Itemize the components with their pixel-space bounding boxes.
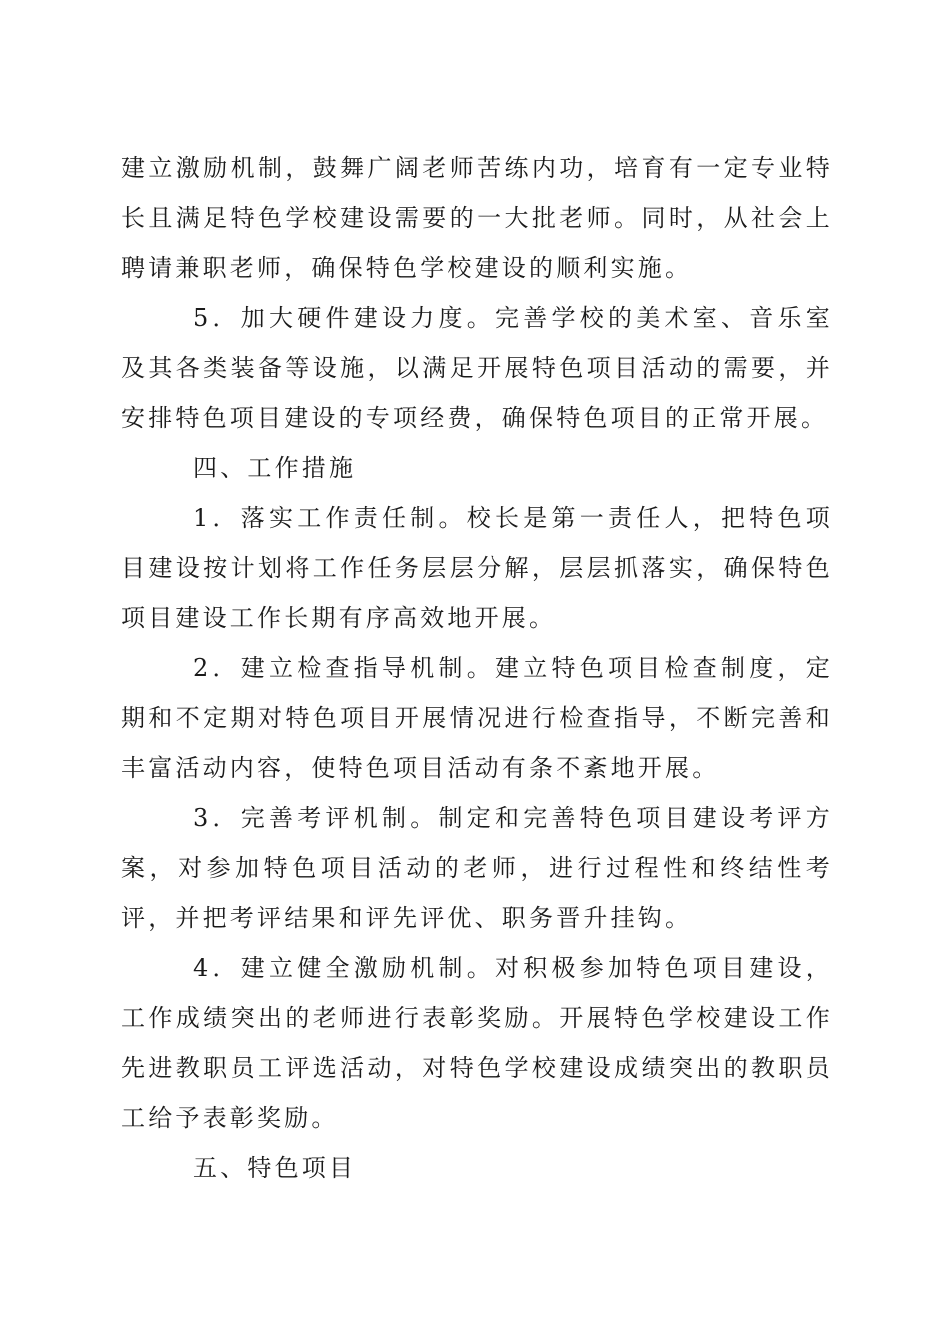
section-heading-5: 五、特色项目 — [193, 1154, 357, 1182]
paragraph-item-5: 5．加大硬件建设力度。完善学校的美术室、音乐室及其各类装备等设施，以满足开展特色项目活动的需要，并安排特色项目建设的专项经费，确保特色项目的正常开展。 — [121, 304, 833, 432]
paragraph-measure-2: 2．建立检查指导机制。建立特色项目检查制度，定期和不定期对特色项目开展情况进行检查指导，不断完善和丰富活动内容，使特色项目活动有条不紊地开展。 — [121, 654, 833, 782]
paragraph-measure-1: 1．落实工作责任制。校长是第一责任人，把特色项目建设按计划将工作任务层层分解，层层抓落实，确保特色项目建设工作长期有序高效地开展。 — [121, 504, 833, 632]
document-body — [121, 143, 833, 1193]
paragraph-measure-4: 4．建立健全激励机制。对积极参加特色项目建设，工作成绩突出的老师进行表彰奖励。开展特色学校建设工作先进教职员工评选活动，对特色学校建设成绩突出的教职员工给予表彰奖励。 — [121, 954, 833, 1132]
section-heading-4: 四、工作措施 — [193, 454, 357, 482]
paragraph-measure-3: 3．完善考评机制。制定和完善特色项目建设考评方案，对参加特色项目活动的老师，进行过程性和终结性考评，并把考评结果和评先评优、职务晋升挂钩。 — [121, 804, 833, 932]
paragraph-continuation: 建立激励机制，鼓舞广阔老师苦练内功，培育有一定专业特长且满足特色学校建设需要的一大批老师。同时，从社会上聘请兼职老师，确保特色学校建设的顺利实施。 — [121, 154, 833, 282]
